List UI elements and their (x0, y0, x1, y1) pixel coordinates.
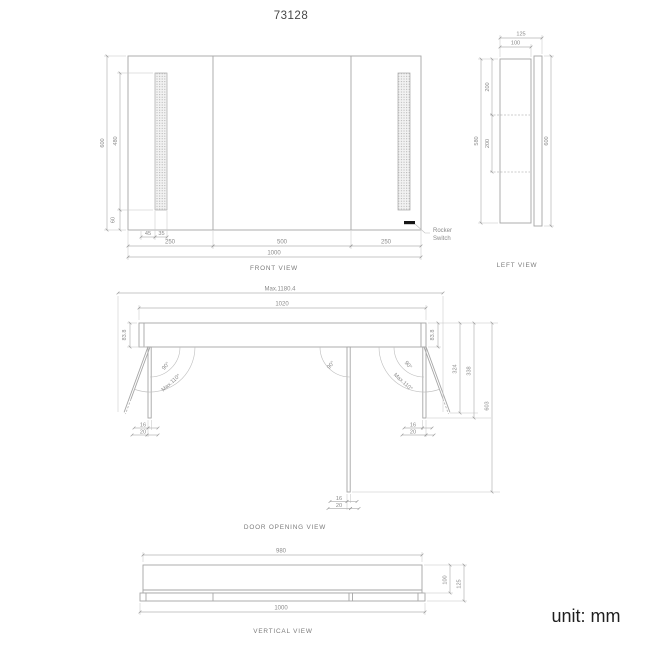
svg-text:83.8: 83.8 (122, 329, 128, 341)
vertical-dim-100 (424, 565, 453, 593)
svg-text:16: 16 (335, 496, 343, 502)
svg-text:16: 16 (409, 422, 417, 429)
left-dim-125 (500, 32, 542, 58)
led-strip-left (155, 73, 167, 210)
vertical-dim-980 (143, 549, 422, 563)
vertical-view-label: VERTICAL VIEW (253, 628, 313, 635)
middle-angle-90-label: 90° (326, 360, 337, 371)
vertical-dim-1000 (140, 603, 425, 615)
left-view-body (500, 59, 531, 223)
svg-text:324: 324 (452, 364, 459, 374)
right-angle-110-label: Max.110° (392, 372, 414, 393)
svg-text:600: 600 (544, 136, 550, 146)
svg-text:980: 980 (275, 548, 287, 555)
right-door-90 (423, 347, 426, 418)
middle-door-90 (347, 347, 350, 492)
door-opening-view (118, 287, 500, 532)
left-door-90 (148, 347, 151, 418)
svg-text:16: 16 (139, 422, 147, 429)
left-dim-600 (544, 56, 554, 226)
front-dim-60 (111, 210, 121, 230)
svg-text:Max.1180.4: Max.1180.4 (264, 286, 296, 293)
svg-text:1020: 1020 (275, 301, 289, 308)
right-angle-90-label: 90° (402, 360, 413, 371)
svg-text:60: 60 (110, 216, 117, 224)
door-dim-hinge-right (428, 323, 498, 347)
svg-text:100: 100 (510, 40, 521, 47)
front-cabinet-outline (128, 56, 421, 230)
vertical-view (140, 549, 467, 636)
svg-text:1000: 1000 (267, 250, 281, 257)
svg-text:100: 100 (442, 575, 449, 585)
svg-text:580: 580 (474, 136, 480, 146)
left-angle-110-label: Max.110° (160, 373, 182, 394)
left-dim-100 (500, 41, 531, 58)
svg-text:250: 250 (164, 239, 176, 246)
svg-text:125: 125 (456, 579, 463, 589)
door-dim-338 (427, 323, 491, 418)
door-dim-1020 (139, 302, 426, 321)
left-view-mirror-door (534, 56, 542, 226)
svg-text:20: 20 (335, 503, 343, 509)
svg-text:35: 35 (158, 231, 165, 237)
rocker-switch-label-1: Rocker (433, 228, 453, 234)
vertical-view-door-strip (140, 593, 425, 601)
door-opening-view-label: DOOR OPENING VIEW (243, 524, 327, 531)
svg-text:250: 250 (380, 239, 392, 246)
svg-text:500: 500 (276, 239, 288, 246)
door-thickness-left (132, 420, 158, 437)
rocker-switch-label-2: Switch (433, 236, 451, 242)
svg-text:603: 603 (484, 401, 491, 411)
vertical-view-body (143, 565, 422, 593)
svg-text:600: 600 (100, 138, 106, 148)
front-view-label: FRONT VIEW (249, 265, 299, 272)
svg-text:83.8: 83.8 (430, 329, 436, 341)
left-view-label: LEFT VIEW (496, 262, 538, 269)
svg-text:338: 338 (466, 366, 473, 376)
middle-angle-arc-90 (320, 347, 350, 377)
svg-text:20: 20 (409, 429, 417, 436)
unit-note: unit: mm (551, 606, 621, 626)
svg-text:200: 200 (485, 138, 491, 149)
sheet-title: 73128 (273, 10, 309, 22)
svg-text:1000: 1000 (274, 605, 288, 612)
door-thickness-middle (328, 494, 359, 510)
left-angle-90-label: 90° (161, 361, 172, 372)
svg-text:45: 45 (144, 231, 152, 237)
svg-text:125: 125 (516, 31, 526, 38)
left-view (474, 32, 554, 270)
door-thickness-right (402, 420, 434, 437)
svg-text:20: 20 (139, 429, 147, 436)
svg-text:480: 480 (113, 136, 119, 146)
rocker-switch (404, 221, 415, 224)
led-strip-right (398, 73, 410, 210)
left-dim-200-200 (485, 59, 492, 172)
front-view (100, 56, 452, 272)
svg-text:200: 200 (485, 82, 491, 92)
front-dim-1000 (128, 251, 421, 258)
door-view-cabinet-top (139, 323, 426, 347)
